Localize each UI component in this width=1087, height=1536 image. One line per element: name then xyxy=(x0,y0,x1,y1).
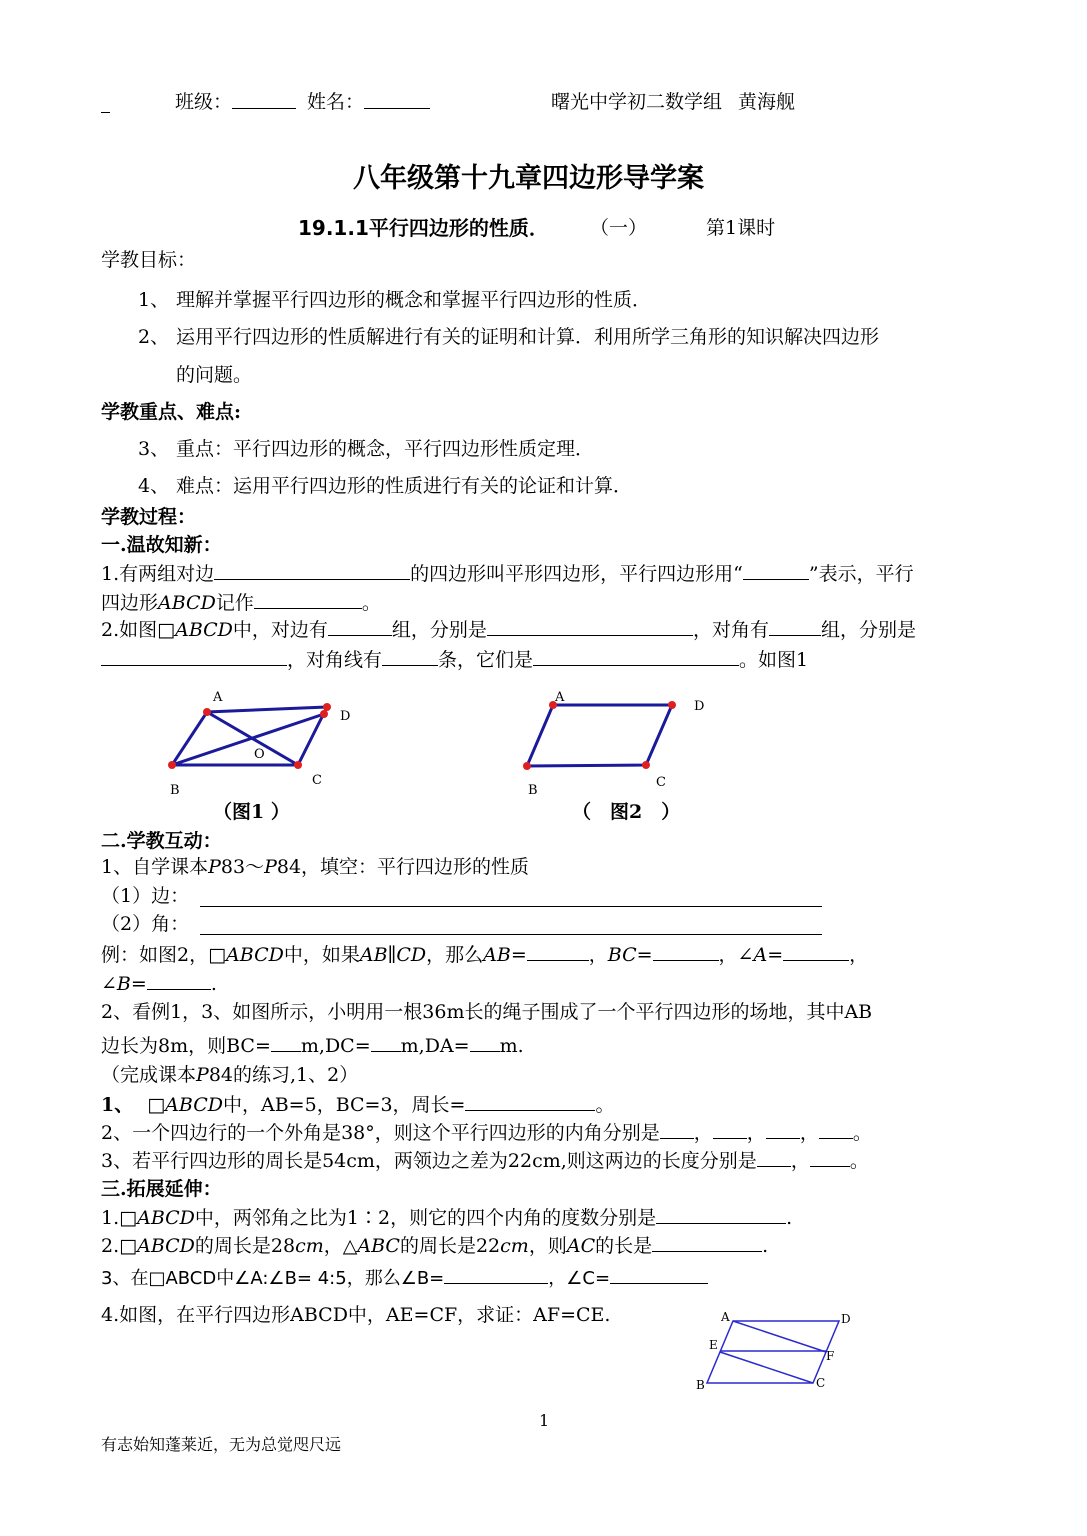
practice-3-sep: ， xyxy=(790,1150,810,1172)
header-school: 曙光中学初二数学组 xyxy=(551,91,723,113)
extension-1-a: 1. xyxy=(101,1207,120,1229)
extension-2-l: . xyxy=(762,1235,769,1257)
practice-2-blank-4[interactable] xyxy=(819,1120,853,1139)
header-teacher: 黄海舰 xyxy=(738,91,796,113)
practice-3-blank-1[interactable] xyxy=(757,1148,791,1167)
extension-2-f: ABC xyxy=(357,1235,400,1257)
example-k: ，∠ xyxy=(718,944,754,966)
practice-3 xyxy=(101,1148,869,1173)
interaction-q2-blank-bc[interactable] xyxy=(271,1033,301,1052)
extension-2-c: 的周长是28 xyxy=(194,1235,296,1257)
property-side-label: （1）边： xyxy=(101,885,190,907)
keypoint-3-text: 重点：平行四边形的概念，平行四边形性质定理． xyxy=(176,438,595,460)
header-name-label: 姓名： xyxy=(307,91,365,113)
fig2-label-a: A xyxy=(555,690,565,705)
extension-1-d: . xyxy=(786,1207,793,1229)
goal-2-cont: 的问题。 xyxy=(176,364,253,386)
example-e: ，那么 xyxy=(426,944,484,966)
keypoints-heading: 学教重点、难点: xyxy=(101,401,242,423)
practice-1 xyxy=(101,1092,615,1117)
header-class-label: 班级： xyxy=(175,91,233,113)
example-blank-bc[interactable] xyxy=(653,942,719,961)
fig1-label-o: O xyxy=(254,747,265,762)
example-r: . xyxy=(210,973,217,995)
review-q1-f: 记作 xyxy=(215,592,254,614)
interaction-q2-b: m,DC= xyxy=(300,1035,371,1057)
extension-3-a: 3、在 xyxy=(101,1268,149,1289)
review-q1-d: 四边形 xyxy=(101,592,159,614)
example-c: 中，如果 xyxy=(283,944,360,966)
practice-a: （完成课本 xyxy=(101,1064,197,1086)
example-p: B xyxy=(116,973,131,995)
example-blank-ab[interactable] xyxy=(527,942,589,961)
interaction-q2-d: m. xyxy=(499,1035,524,1057)
practice-2-a: 2、一个四边行的一个外角是38°，则这个平行四边形的内角分别是 xyxy=(101,1122,660,1144)
keypoint-4-num: 4、 xyxy=(138,475,170,497)
extension-2-h: cm xyxy=(500,1235,529,1257)
fig1-caption: （图1 ） xyxy=(213,801,290,823)
interaction-q1 xyxy=(101,855,529,879)
review-q2-i: 。如图1 xyxy=(739,649,809,671)
interaction-q2-line2 xyxy=(101,1033,524,1058)
fig1-label-a: A xyxy=(213,690,223,705)
review-q1-b: 的四边形叫平形四边形，平行四边形用“ xyxy=(410,563,743,585)
extension-2-e: ，△ xyxy=(323,1235,358,1257)
property-side-blank[interactable] xyxy=(200,906,822,907)
example-b: □ABCD xyxy=(208,944,284,966)
property-angle-label: （2）角： xyxy=(101,913,190,935)
property-angle-blank[interactable] xyxy=(200,934,822,935)
extension-2-b: □ABCD xyxy=(119,1235,195,1257)
fig2-label-d: D xyxy=(694,699,705,714)
review-q1-c: ”表示，平行 xyxy=(808,563,914,585)
practice-2-sep-3: ， xyxy=(799,1122,819,1144)
fig3-label-c: C xyxy=(816,1376,826,1390)
goals-heading: 学教目标： xyxy=(101,249,197,271)
interaction-q2-blank-da[interactable] xyxy=(470,1033,500,1052)
extension-2-a: 2. xyxy=(101,1235,120,1257)
extension-3-d: ，∠C= xyxy=(548,1268,611,1289)
extension-3-b: □ABCD xyxy=(148,1268,217,1289)
practice-2-end: 。 xyxy=(852,1122,872,1144)
extension-3-c: 中∠A:∠B= 4:5，那么∠B= xyxy=(216,1268,445,1289)
example-d: AB∥CD xyxy=(359,944,427,966)
fig2-label-b: B xyxy=(528,783,538,798)
review-q2-b: 中，对边有 xyxy=(232,619,328,641)
example-m: = xyxy=(767,944,784,966)
interaction-q1-a: 1、自学课本 xyxy=(101,856,209,878)
practice-3-a: 3、若平行四边形的周长是54cm，两领边之差为22cm,则这两边的长度分别是 xyxy=(101,1150,757,1172)
keypoint-4-text: 难点：运用平行四边形的性质进行有关的论证和计算． xyxy=(176,475,633,497)
fig1-label-c: C xyxy=(312,773,322,788)
example-n: ， xyxy=(849,944,869,966)
example-blank-a[interactable] xyxy=(783,942,849,961)
fig2-caption: （ 图2 ） xyxy=(572,801,681,823)
practice-b: P xyxy=(196,1064,209,1086)
extension-2-k: 的长是 xyxy=(595,1235,653,1257)
review-q2-e: □ABCD xyxy=(157,619,233,641)
extension-heading: 三.拓展延伸： xyxy=(101,1178,222,1200)
practice-1-num: 1、 xyxy=(101,1094,134,1116)
example-line2 xyxy=(101,971,217,996)
extension-2-g: 的周长是22 xyxy=(399,1235,501,1257)
subtitle-lesson: 第1课时 xyxy=(706,217,776,239)
example-h: ， xyxy=(588,944,608,966)
practice-note xyxy=(101,1063,358,1087)
process-heading: 学教过程： xyxy=(101,506,197,528)
goal-1-text: 理解并掌握平行四边形的概念和掌握平行四边形的性质． xyxy=(176,289,652,311)
page-number: 1 xyxy=(539,1411,550,1430)
footer-motto: 有志始知蓬莱近，无为总觉咫尺远 xyxy=(101,1435,342,1454)
practice-2-sep-1: ， xyxy=(693,1122,713,1144)
goal-1-num: 1、 xyxy=(138,289,170,311)
practice-3-end: 。 xyxy=(849,1150,869,1172)
practice-2 xyxy=(101,1120,872,1145)
practice-2-blank-1[interactable] xyxy=(660,1120,694,1139)
interaction-heading: 二.学教互动： xyxy=(101,830,222,852)
review-q1-g: 。 xyxy=(361,592,381,614)
extension-3-blank-c[interactable] xyxy=(610,1265,708,1284)
fig3-label-e: E xyxy=(709,1338,718,1352)
practice-1-c: 。 xyxy=(595,1094,615,1116)
practice-c: 84的练习,1、2） xyxy=(208,1064,359,1086)
example-o: ∠ xyxy=(101,973,117,995)
extension-1-c: 中，两邻角之比为1∶2，则它的四个内角的度数分别是 xyxy=(194,1207,657,1229)
fig3-label-d: D xyxy=(841,1312,851,1326)
example-l: A xyxy=(753,944,768,966)
review-heading: 一.温故知新： xyxy=(101,534,222,556)
example-g: = xyxy=(510,944,527,966)
page-title: 八年级第十九章四边形导学案 xyxy=(353,163,704,194)
keypoint-3-num: 3、 xyxy=(138,438,170,460)
interaction-q2-line1: 2、看例1，3、如图所示，小明用一根36m长的绳子围成了一个平行四边形的场地，其中AB xyxy=(101,1001,873,1023)
extension-2-i: ，则 xyxy=(528,1235,567,1257)
extension-1-b: □ABCD xyxy=(119,1207,195,1229)
interaction-q1-p1: P xyxy=(208,856,221,878)
review-q1-a: 1.有两组对边 xyxy=(101,563,215,585)
extension-1 xyxy=(101,1205,792,1230)
interaction-q1-end: 84，填空：平行四边形的性质 xyxy=(276,856,530,878)
fig3-label-b: B xyxy=(696,1378,705,1392)
review-q2-g: ，对角线有 xyxy=(287,649,383,671)
goal-2-text: 运用平行四边形的性质解进行有关的证明和计算．利用所学三角形的知识解决四边形 xyxy=(176,326,880,348)
practice-2-blank-3[interactable] xyxy=(766,1120,800,1139)
review-q2-a: 2.如图 xyxy=(101,619,158,641)
example-i: BC xyxy=(607,944,637,966)
fig1-label-d: D xyxy=(340,709,351,724)
extension-3 xyxy=(101,1265,708,1291)
interaction-q2-a: 边长为8m，则BC= xyxy=(101,1035,271,1057)
extension-2 xyxy=(101,1233,768,1258)
practice-1-blank[interactable] xyxy=(465,1092,595,1111)
subtitle-part: （一） xyxy=(590,217,648,239)
review-q2-h: 条，它们是 xyxy=(438,649,534,671)
subtitle-section: 19.1.1平行四边形的性质． xyxy=(298,216,549,240)
extension-4: 4.如图，在平行四边形ABCD中，AE=CF，求证：AF=CE. xyxy=(101,1304,611,1326)
interaction-q1-p2: P xyxy=(264,856,277,878)
practice-2-blank-2[interactable] xyxy=(713,1120,747,1139)
practice-1-a: □ABCD xyxy=(147,1094,223,1116)
fig3-label-a: A xyxy=(721,1310,730,1324)
practice-2-sep-2: ， xyxy=(746,1122,766,1144)
example-line1 xyxy=(101,942,868,967)
review-q2-f: 组，分别是 xyxy=(820,619,916,641)
example-a: 例：如图2， xyxy=(101,944,209,966)
review-q1-e: ABCD xyxy=(158,592,216,614)
extension-2-j: AC xyxy=(566,1235,596,1257)
interaction-q2-blank-dc[interactable] xyxy=(371,1033,401,1052)
practice-1-b: 中，AB=5，BC=3，周长= xyxy=(223,1094,466,1116)
fig2-label-c: C xyxy=(656,775,666,790)
extension-3-blank-b[interactable] xyxy=(444,1265,548,1284)
example-f: AB xyxy=(483,944,511,966)
extension-2-blank[interactable] xyxy=(652,1233,762,1252)
extension-2-d: cm xyxy=(295,1235,324,1257)
review-q2-d: ，对角有 xyxy=(692,619,769,641)
extension-1-blank[interactable] xyxy=(656,1205,786,1224)
example-blank-b[interactable] xyxy=(147,971,211,990)
interaction-q2-c: m,DA= xyxy=(400,1035,470,1057)
example-q: = xyxy=(130,973,147,995)
fig1-label-b: B xyxy=(170,783,180,798)
fig3-label-f: F xyxy=(826,1349,835,1363)
practice-3-blank-2[interactable] xyxy=(810,1148,850,1167)
goal-2-num: 2、 xyxy=(138,326,170,348)
example-j: = xyxy=(636,944,653,966)
review-q2-c: 组，分别是 xyxy=(391,619,487,641)
interaction-q1-mid: 83～ xyxy=(220,856,265,878)
